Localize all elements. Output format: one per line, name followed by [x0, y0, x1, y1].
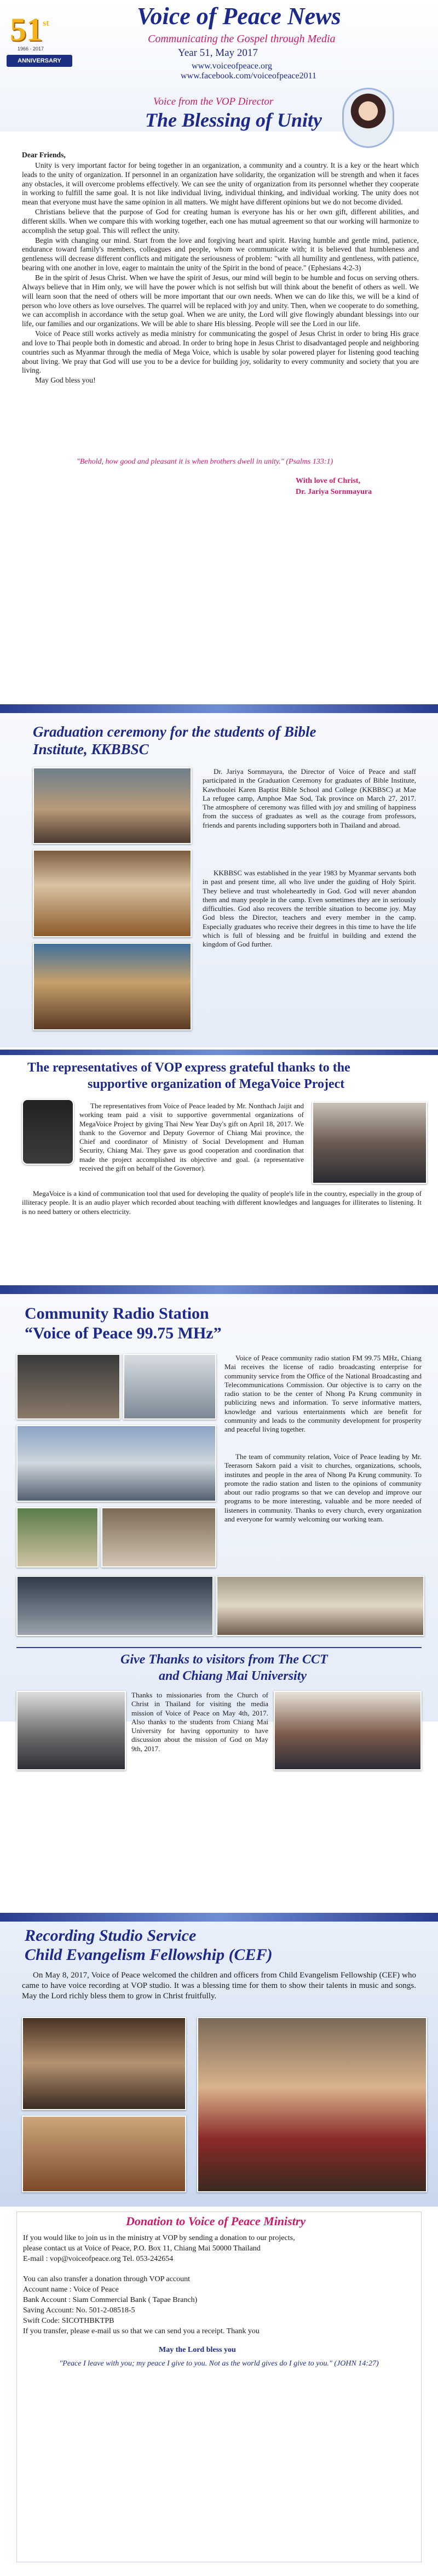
section-divider [16, 1647, 422, 1648]
anniversary-ribbon: ANNIVERSARY [7, 55, 72, 67]
director-portrait [342, 88, 394, 148]
website-link[interactable]: www.voiceofpeace.org [192, 61, 273, 71]
radio-paragraph-1: Voice of Peace community radio station FM 99.75 MHz, Chiang Mai receives the license of radio broadcasting enterprise for community service from the Office of the National Broadcasting and Telecommunications Commission. Our objective is to carry on the radio station to be the center of Nhong Pa Krung community in publicizing news and information. To serve informative matters, knowledge and various entertainments which are benefit for community and leads to the community development for prosperity and peaceful living together. [224, 1354, 422, 1433]
section-divider [0, 1285, 438, 1294]
section-divider [0, 704, 438, 713]
graduation-photo-3 [33, 943, 192, 1030]
graduation-paragraph-2: KKBBSC was established in the year 1983 by Myanmar servants both in past and present time, all who live under the guiding of Holy Spirit. They believe and trust wholeheartedly in God. God will never abandon them and many people in the camp. Even sometimes they are in seriously difficulties. God also recovers the terrible situation to become joy. May God bless the Director, teachers and every member in the camp. Especially graduates who receive their degrees in this time to have the life which is full of blessing and be fruitful in building and extend the kingdom of God further. [203, 869, 416, 948]
letter-closing: With love of Christ, [296, 477, 360, 485]
graduation-title-line1: Graduation ceremony for the students of Bible [33, 723, 316, 740]
newsletter-header [0, 0, 438, 132]
visitors-photo-cmu [274, 1691, 422, 1770]
anniversary-suffix: st [43, 19, 49, 28]
radio-title-line1: Community Radio Station [25, 1304, 209, 1323]
letter-paragraph: Unity is very important factor for being together in an organization, a community and a country. It is a key or the heart which leads to the unity of organization. If personnel in an organization have solidarity, the organization will be strength and when it faces any obstacles, it will overcome problems effectively. We can see the unity of organization from its personnel whether they cooperate in working to fulfill the same goal. It is not like individual living, individual thinking, and individual working. The unity does not mean that everyone must have the same opinion in all matters. We might have different opinions but we do not become divided. [22, 161, 419, 207]
visitors-paragraph: Thanks to missionaries from the Church of Christ in Thailand for visiting the media mission of Voice of Peace on May 4th, 2017. Also thanks to the students from Chiang Mai University for having opportunity to have discussion about the mission of God on May 9th, 2017. [131, 1691, 268, 1753]
studio-photo-2 [197, 2017, 427, 2192]
studio-title-line1: Recording Studio Service [25, 1927, 197, 1945]
radio-photo-4 [16, 1507, 99, 1568]
anniversary-years: 1966 - 2017 [18, 46, 44, 52]
graduation-title-line2: Institute, KKBBSC [33, 741, 149, 757]
donation-line: Swift Code: SICOTHBKTPB [23, 2317, 114, 2325]
radio-photo-3 [16, 1425, 216, 1502]
megavoice-paragraph-2: MegaVoice is a kind of communication tool that used for developing the quality of people's life in the country, especially in the group of illiteracy people. It is an audio player which recorded about teaching with different knowledges and languages for illiterates to listening. It is no need battery or others electricity. [22, 1189, 422, 1216]
donation-line: You can also transfer a donation through VOP account [23, 2275, 190, 2283]
visitors-title-line2: and Chiang Mai University [159, 1669, 307, 1683]
donation-title: Donation to Voice of Peace Ministry [126, 2214, 306, 2228]
anniversary-number: 51 [10, 12, 43, 48]
donation-quote: "Peace I leave with you; my peace I give to you. Not as the world gives do I give to you." (JOHN 14:27) [59, 2360, 379, 2368]
director-letter [22, 151, 419, 386]
letter-paragraph: Begin with changing our mind. Start from the love and forgiving heart and spirit. Having humble and gentle mind, patience, endurance toward family's members, colleagues and people, whom we communicate with; it is believed that humbleness and gentleness will decrease different conflicts and mitigate the seriousness of problem: "with all humility and gentleness, with patience, bearing with one another in love, eager to maintain the unity of the Spirit in the bond of peace." (Ephesians 4:2-3) [22, 236, 419, 272]
issue-date: Year 51, May 2017 [178, 47, 258, 59]
letter-signature: Dr. Jariya Sornmayura [296, 488, 372, 496]
radio-photo-2 [123, 1354, 216, 1420]
letter-greeting: Dear Friends, [22, 151, 66, 159]
graduation-photo-1 [33, 767, 192, 844]
donation-line: If you would like to join us in the ministry at VOP by sending a donation to our projects, [23, 2234, 295, 2242]
radio-photo-7 [216, 1576, 424, 1636]
radio-photo-1 [16, 1354, 120, 1420]
megavoice-gift-photo [312, 1102, 427, 1184]
graduation-photo-2 [33, 850, 192, 937]
radio-photo-5 [101, 1507, 216, 1568]
studio-paragraph: On May 8, 2017, Voice of Peace welcomed the children and officers from Child Evangelism Fellowship (CEF) who came to have voice recording at VOP studio. It was a blessing time for them to show their talents in music and songs. May the Lord richly bless them to grow in Christ fruitfully. [22, 1971, 416, 2001]
article-headline: The Blessing of Unity [145, 109, 322, 131]
donation-line: If you transfer, please e-mail us so that we can send you a receipt. Thank you [23, 2327, 260, 2335]
anniversary-logo [7, 7, 72, 78]
donation-line: please contact us at Voice of Peace, P.O. Box 11, Chiang Mai 50000 Thailand [23, 2244, 261, 2253]
newsletter-title: Voice of Peace News [137, 3, 341, 30]
donation-email-line[interactable]: E-mail : vop@voiceofpeace.org Tel. 053-242654 [23, 2255, 174, 2263]
section-divider [0, 1050, 438, 1055]
megavoice-title-line2: supportive organization of MegaVoice Project [88, 1077, 345, 1091]
studio-photo-3 [22, 2116, 186, 2192]
letter-paragraph: Voice of Peace still works actively as media ministry for communicating the gospel of Jesus Christ in order to bring His grace and love to Thai people both in domestic and abroad. In order to bring hope in Jesus Christ to disadvantaged people and neighboring countries such as Myanmar through the media of Mega Voice, which is usable by solar powered player for listening good teaching about living. We pray that God will use you to be a device for building joy, solidarity to every community and society that you are living. [22, 329, 419, 375]
donation-line: Account name : Voice of Peace [23, 2286, 119, 2294]
visitors-title-line1: Give Thanks to visitors from The CCT [120, 1652, 328, 1667]
letter-quote: "Behold, how good and pleasant it is when brothers dwell in unity." (Psalms 133:1) [77, 458, 333, 466]
donation-blessing: May the Lord bless you [159, 2346, 236, 2354]
letter-paragraph: May God bless you! [35, 376, 96, 385]
donation-line: Saving Account: No. 501-2-08518-5 [23, 2306, 135, 2315]
graduation-paragraph-1: Dr. Jariya Sornmayura, the Director of Voice of Peace and staff participated in the Graduation Ceremony for graduates of Bible Institute, Kawthoolei Karen Baptist Bible School and College (KKBBSC) at Mae La refugee camp, Amphoe Mae Sod, Tak province on March 27, 2017. The atmosphere of ceremony was filled with joy and smiling of happiness from the success of graduates as well as the courage from professors, friends and parents including supporters both in Thailand and abroad. [203, 767, 416, 829]
studio-title-line2: Child Evangelism Fellowship (CEF) [25, 1946, 273, 1964]
studio-photo-1 [22, 2017, 186, 2110]
megavoice-paragraph-1: The representatives from Voice of Peace leaded by Mr. Nonthach Jaijit and working team paid a visit to supportive governmental organizations of MegaVoice Project by giving Thai New Year Day's gift on April 18, 2017. We thank to the Governor and Deputy Governor of Chiang Mai province, the Chief and coordinator of Ministry of Social Development and Human Security, Chiang Mai. They gave us good cooperation and coordination that made the project accomplished its objective and goal. (a representative received the gift on behalf of the Governor). [79, 1102, 304, 1172]
letter-paragraph: Christians believe that the purpose of God for creating human is everyone has his or her own gift, different abilities, and different skills. When we compare this with working together, each one has mutual agreement so that our working will harmonize to accomplish the setup goal. This will reflect the unity. [22, 208, 419, 235]
section-divider [0, 1913, 438, 1922]
director-label: Voice from the VOP Director [153, 96, 274, 107]
radio-title-line2: “Voice of Peace 99.75 MHz” [25, 1324, 222, 1342]
letter-paragraph: Be in the spirit of Jesus Christ. When we have the spirit of Jesus, our mind will begin to be humble and focus on serving others. Always believe that in Him only, we will have the power which is not selfish but will think about the benefit of others as well. We will learn soon that the need of others will be more important that our own needs. When we can do like this, we will be a kind of person who love others as love ourselves. The quarrel will be replaced with joy and unity. Then, when we cooperate to do something, we can accomplish in accordance with the setup goal. When we are unity, the Lord will give flowingly abundant blessings into our life, our families and our organizations. We will be able to share His blessing. People will see the Lord in our life. [22, 273, 419, 328]
radio-photo-6 [16, 1576, 214, 1636]
newsletter-subtitle: Communicating the Gospel through Media [148, 33, 336, 45]
radio-paragraph-2: The team of community relation, Voice of Peace leading by Mr. Teerasorn Sakorn paid a visit to churches, organizations, schools, institutes and people in the area of Nhong Pa Krung community. To promote the radio station and listen to the opinions of community about our radio programs so that we can develop and improve our programs to be more interesting, valuable and be more needed of listeners in community. Thanks to every church, every organization and everyone for warmly welcoming our working team. [224, 1452, 422, 1523]
megavoice-title-line1: The representatives of VOP express grateful thanks to the [27, 1061, 350, 1075]
donation-line: Bank Account : Siam Commercial Bank ( Tapae Branch) [23, 2296, 198, 2304]
visitors-photo-cct [16, 1691, 126, 1770]
facebook-link[interactable]: www.facebook.com/voiceofpeace2011 [181, 71, 317, 81]
megavoice-player-image [22, 1099, 74, 1165]
